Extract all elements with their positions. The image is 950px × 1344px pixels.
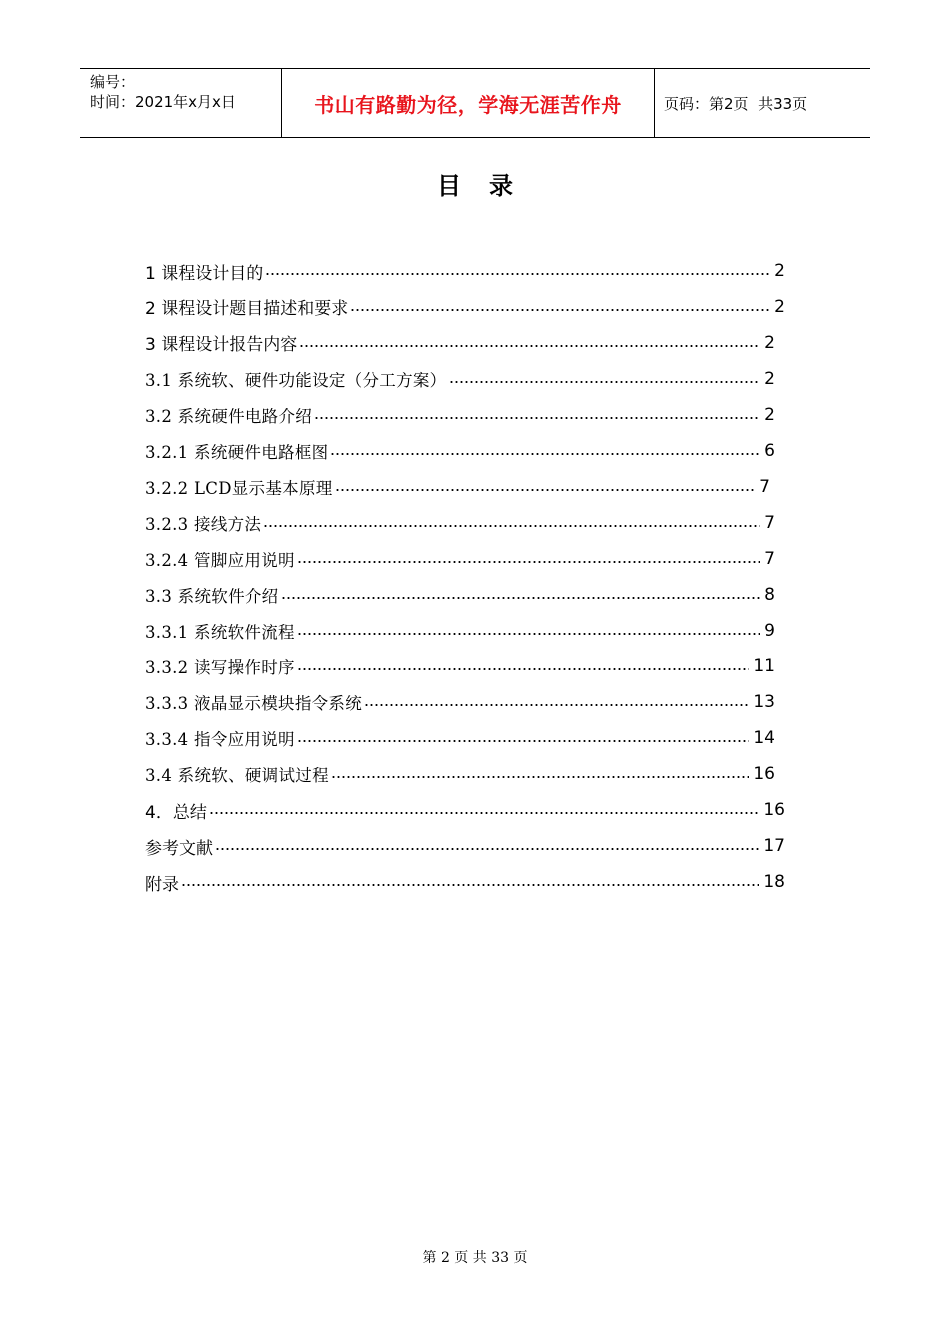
toc-entry[interactable] bbox=[145, 505, 775, 541]
page-header bbox=[80, 68, 870, 138]
toc-leader-dots bbox=[297, 632, 760, 636]
toc-entry-page: 16 bbox=[753, 764, 775, 785]
toc-entry[interactable] bbox=[145, 397, 775, 433]
toc-entry-label: 3.1 系统软、硬件功能设定（分工方案） bbox=[145, 370, 447, 390]
toc-entry[interactable] bbox=[145, 325, 775, 361]
motto-text: 书山有路勤为径，学海无涯苦作舟 bbox=[314, 92, 622, 117]
toc-entry-label: 附录 bbox=[145, 874, 179, 895]
toc-entry-label: 1 课程设计目的 bbox=[145, 263, 264, 284]
toc-entry-label: 3.3 系统软件介绍 bbox=[145, 586, 279, 606]
toc-entry[interactable] bbox=[145, 648, 775, 684]
toc-entry-label: 3.2.4 管脚应用说明 bbox=[145, 550, 295, 570]
header-page-info bbox=[655, 69, 870, 137]
header-number: 编号： bbox=[90, 73, 136, 91]
toc-entry-page: 11 bbox=[753, 656, 775, 677]
toc-entry[interactable] bbox=[145, 253, 785, 289]
toc-leader-dots bbox=[297, 739, 750, 743]
toc-leader-dots bbox=[297, 667, 750, 671]
toc-entry-label: 3.2.3 接线方法 bbox=[145, 514, 262, 534]
toc-entry-label: 2 课程设计题目描述和要求 bbox=[145, 299, 349, 320]
toc-entry-label: 3.3.2 读写操作时序 bbox=[145, 658, 295, 678]
toc-entry-label: 3.3.3 液晶显示模块指令系统 bbox=[145, 694, 363, 714]
toc-entry-label: 3.2.1 系统硬件电路框图 bbox=[145, 442, 329, 462]
toc-leader-dots bbox=[364, 703, 749, 707]
toc-entry[interactable] bbox=[145, 289, 785, 325]
toc-leader-dots bbox=[335, 488, 756, 492]
toc-leader-dots bbox=[209, 811, 760, 815]
toc-entry-page: 7 bbox=[764, 512, 775, 533]
toc-entry-page: 18 bbox=[763, 872, 785, 893]
toc-leader-dots bbox=[299, 344, 760, 348]
toc-entry-label: 3.3.4 指令应用说明 bbox=[145, 730, 295, 750]
toc-entry-page: 2 bbox=[764, 404, 775, 425]
toc-entry-page: 9 bbox=[764, 620, 775, 641]
toc-entry-label: 参考文献 bbox=[145, 838, 213, 859]
toc-entry-page: 13 bbox=[753, 692, 775, 713]
toc-entry[interactable] bbox=[145, 469, 770, 505]
header-meta bbox=[80, 69, 281, 137]
toc-leader-dots bbox=[181, 883, 759, 887]
header-time: 时间：2021年x月x日 bbox=[90, 93, 236, 111]
toc-entry[interactable] bbox=[145, 828, 785, 864]
toc-entry-page: 17 bbox=[763, 836, 785, 857]
toc-entry[interactable] bbox=[145, 361, 775, 397]
toc-leader-dots bbox=[215, 847, 759, 851]
toc-entry[interactable] bbox=[145, 541, 775, 577]
toc-entry-page: 14 bbox=[753, 728, 775, 749]
toc-leader-dots bbox=[297, 560, 760, 564]
toc-entry[interactable] bbox=[145, 613, 775, 649]
toc-leader-dots bbox=[331, 775, 749, 779]
toc-entry-label: 4．总结 bbox=[145, 802, 207, 823]
toc-entry[interactable] bbox=[145, 792, 785, 828]
toc-title: 目录 bbox=[437, 172, 541, 200]
page-info-text: 页码：第2页 共33页 bbox=[664, 94, 808, 113]
toc-entry[interactable] bbox=[145, 684, 775, 720]
toc-entry-label: 3.2 系统硬件电路介绍 bbox=[145, 406, 313, 426]
toc-entry[interactable] bbox=[145, 756, 775, 792]
toc-entry-label: 3 课程设计报告内容 bbox=[145, 335, 298, 356]
toc-entry-page: 6 bbox=[764, 440, 775, 461]
toc-entry-page: 2 bbox=[764, 332, 775, 353]
toc-leader-dots bbox=[265, 272, 770, 276]
toc-entry-page: 16 bbox=[763, 800, 785, 821]
toc-entry-page: 7 bbox=[759, 476, 770, 497]
toc-leader-dots bbox=[350, 308, 770, 312]
toc-entry-page: 2 bbox=[774, 261, 785, 281]
toc-entry-page: 2 bbox=[774, 296, 785, 317]
toc-entry-label: 3.3.1 系统软件流程 bbox=[145, 622, 295, 642]
toc-entry[interactable] bbox=[145, 433, 775, 469]
toc-leader-dots bbox=[314, 416, 760, 420]
toc-entry[interactable] bbox=[145, 720, 775, 756]
toc-entry-page: 2 bbox=[764, 368, 775, 389]
toc-entry-page: 8 bbox=[764, 584, 775, 605]
toc-entry-label: 3.2.2 LCD显示基本原理 bbox=[145, 478, 333, 498]
toc-leader-dots bbox=[263, 524, 760, 528]
toc-entry[interactable] bbox=[145, 864, 785, 900]
toc-entry-page: 7 bbox=[764, 548, 775, 569]
page-footer: 第 2 页 共 33 页 bbox=[422, 1250, 528, 1266]
toc-entry[interactable] bbox=[145, 577, 775, 613]
toc-entry-label: 3.4 系统软、硬调试过程 bbox=[145, 766, 329, 786]
toc-leader-dots bbox=[330, 452, 760, 456]
toc-leader-dots bbox=[449, 380, 761, 384]
toc-leader-dots bbox=[281, 596, 761, 600]
header-motto bbox=[281, 69, 655, 137]
